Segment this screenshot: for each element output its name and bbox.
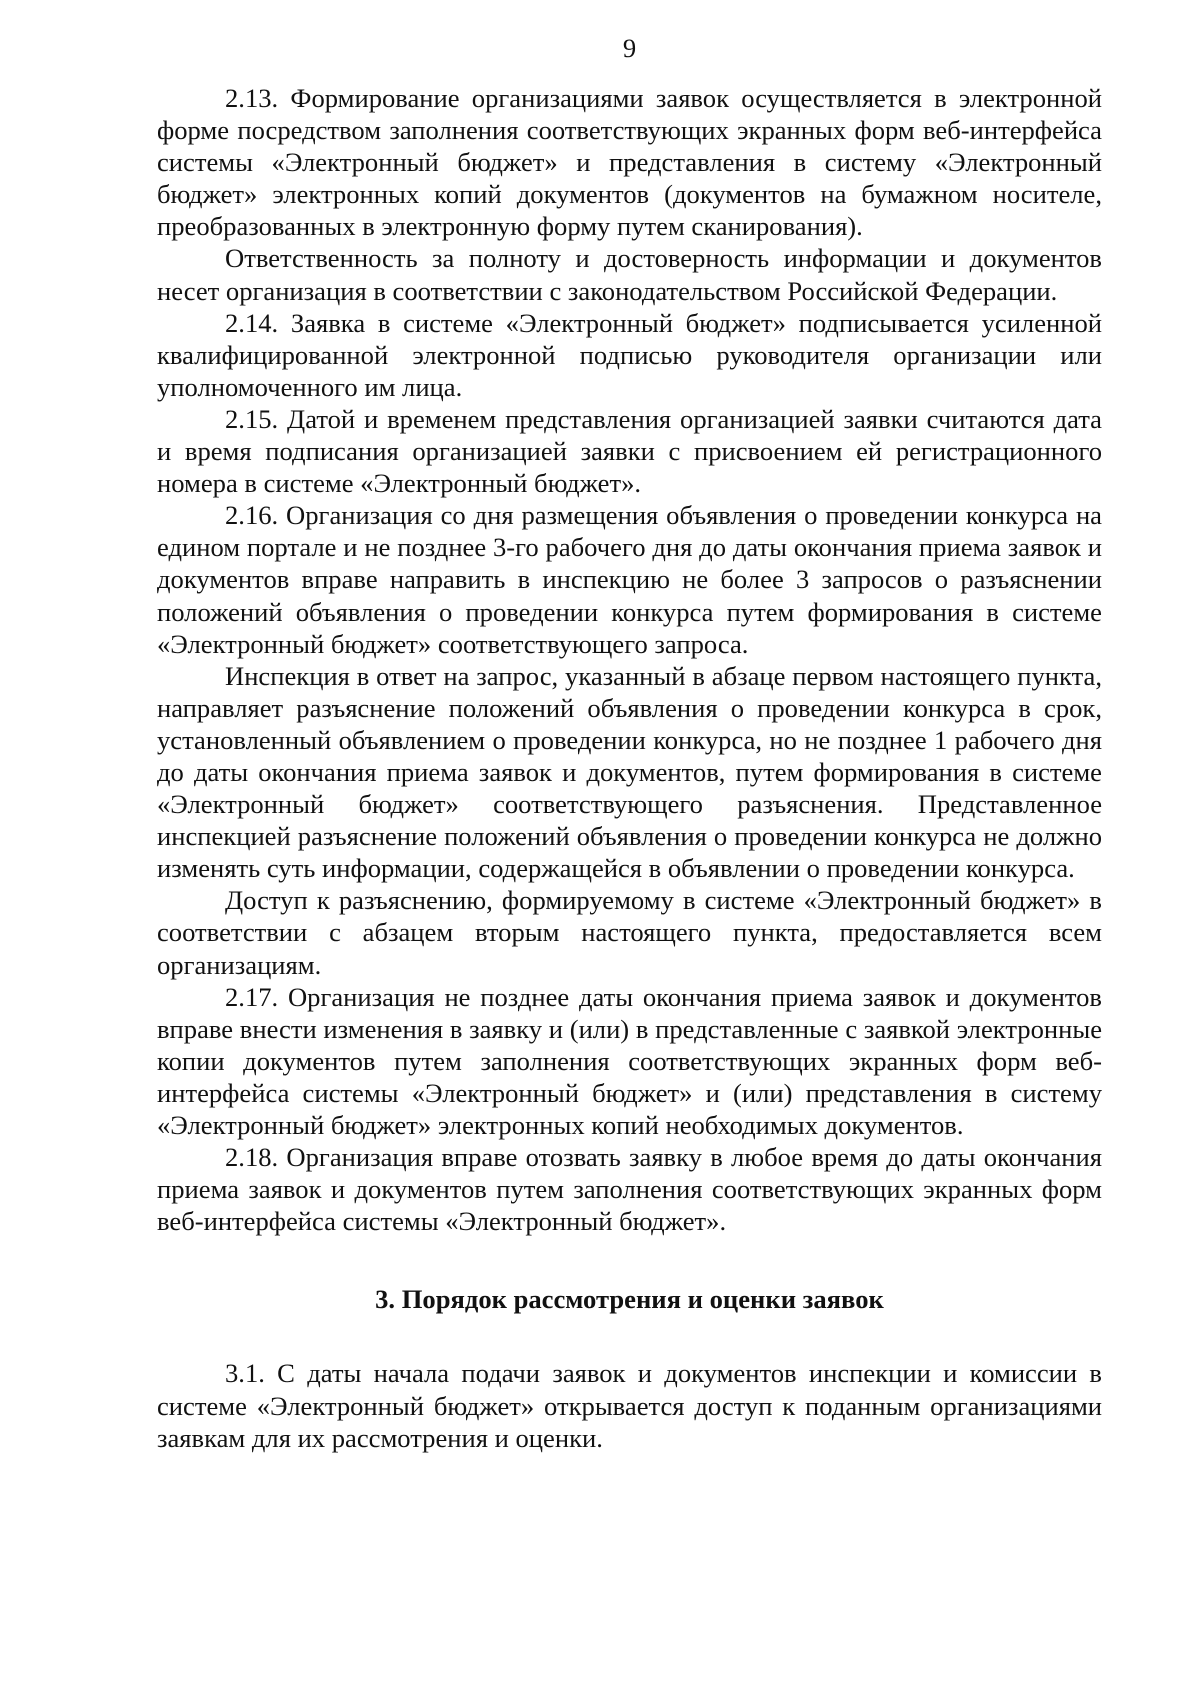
paragraph-3-1: 3.1. С даты начала подачи заявок и документов инспекции и комиссии в системе «Электронный бюджет» открывается доступ к поданным организациями заявкам для их рассмотрения и оценки. — [157, 1358, 1102, 1453]
body-text — [157, 82, 1102, 1237]
section-3-text — [157, 1357, 1102, 1453]
paragraph-2-13: 2.13. Формирование организациями заявок осуществляется в электронной форме посредством заполнения соответствующих экранных форм веб-интерфейса системы «Электронный бюджет» и представления в систему «Электронный бюджет» электронных копий документов (документов на бумажном носителе, преобразованных в электронную форму путем сканирования). — [157, 83, 1102, 242]
paragraph-inspection-reply: Инспекция в ответ на запрос, указанный в абзаце первом настоящего пункта, направляет разъяснение положений объявления о проведении конкурса в срок, установленный объявлением о проведении конкурса, но не позднее 1 рабочего дня до даты окончания приема заявок и документов, путем формирования в системе «Электронный бюджет» соответствующего разъяснения. Представленное инспекцией разъяснение положений объявления о проведении конкурса не должно изменять суть информации, содержащейся в объявлении о проведении конкурса. — [157, 660, 1102, 884]
paragraph-access: Доступ к разъяснению, формируемому в системе «Электронный бюджет» в соответствии с абзацем вторым настоящего пункта, предоставляется всем организациям. — [157, 885, 1102, 980]
page-number: 9 — [622, 33, 637, 63]
section-heading: 3. Порядок рассмотрения и оценки заявок — [375, 1284, 884, 1315]
paragraph-2-17: 2.17. Организация не позднее даты окончания приема заявок и документов вправе внести изменения в заявку и (или) в представленные с заявкой электронные копии документов путем заполнения соответствующих экранных форм веб-интерфейса системы «Электронный бюджет» и (или) представления в систему «Электронный бюджет» электронных копий необходимых документов. — [157, 981, 1102, 1140]
paragraph-2-18: 2.18. Организация вправе отозвать заявку в любое время до даты окончания приема заявок и документов путем заполнения соответствующих экранных форм веб-интерфейса системы «Электронный бюджет». — [157, 1142, 1102, 1237]
paragraph-2-14: 2.14. Заявка в системе «Электронный бюджет» подписывается усиленной квалифицированной электронной подписью руководителя организации или уполномоченного им лица. — [157, 307, 1102, 402]
paragraph-responsibility: Ответственность за полноту и достоверность информации и документов несет организация в соответствии с законодательством Российской Федерации. — [157, 243, 1102, 306]
paragraph-2-16: 2.16. Организация со дня размещения объявления о проведении конкурса на едином портале и не позднее 3-го рабочего дня до даты окончания приема заявок и документов вправе направить в инспекцию не более 3 запросов о разъяснении положений объявления о проведении конкурса путем формирования в системе «Электронный бюджет» соответствующего запроса. — [157, 500, 1102, 659]
paragraph-2-15: 2.15. Датой и временем представления организацией заявки считаются дата и время подписания организацией заявки с присвоением ей регистрационного номера в системе «Электронный бюджет». — [157, 403, 1102, 499]
